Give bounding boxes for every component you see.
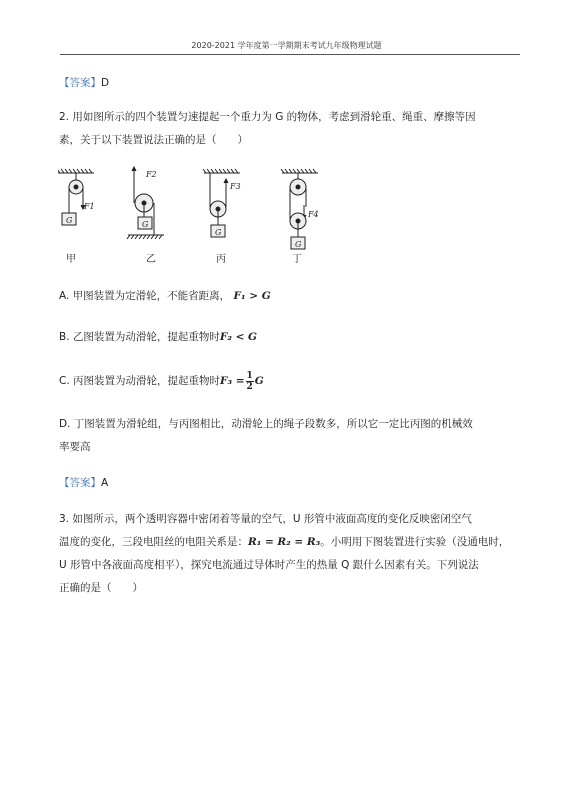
- option-b-equation: F₂ < G: [219, 331, 258, 343]
- option-c-text: C. 丙图装置为动滑轮，提起重物时: [59, 375, 221, 387]
- answer-value: D: [101, 77, 110, 89]
- q3-line4: 正确的是（ ）: [59, 582, 143, 594]
- q3-line1: 3. 如图所示，两个透明容器中密闭着等量的空气，U 形管中液面高度的变化反映密闭空气: [59, 513, 472, 525]
- option-c-eq-left: F₃ =: [220, 375, 245, 387]
- answer-tag: 【答案】: [59, 477, 101, 489]
- force-label-f1: F1: [84, 202, 95, 211]
- figure-label-jia: 甲: [66, 254, 76, 265]
- force-label-f3: F3: [230, 182, 241, 191]
- figure-label-ding: 丁: [292, 254, 302, 265]
- weight-label-bing: G: [215, 228, 222, 237]
- page-header: 2020-2021 学年度第一学期期末考试九年级物理试题: [191, 41, 382, 50]
- q2-option-a: [59, 285, 271, 308]
- pulley-jia: [58, 169, 94, 225]
- option-d-line2: 率要高: [59, 441, 91, 453]
- option-c-eq-right: G: [254, 375, 264, 387]
- weight-label-ding: G: [295, 240, 302, 249]
- q2-option-d: [59, 413, 473, 459]
- force-label-f4: F4: [308, 210, 319, 219]
- q3-resistance-equation: R₁ = R₂ = R₃: [248, 536, 321, 548]
- fraction-numerator: 1: [246, 370, 253, 381]
- option-c-fraction: [246, 371, 254, 392]
- option-d-line1: D. 丁图装置为滑轮组，与丙图相比，动滑轮上的绳子段数多，所以它一定比丙图的机械效: [59, 418, 473, 430]
- figure-label-bing: 丙: [216, 254, 226, 265]
- force-label-f2: F2: [146, 170, 157, 179]
- q2-option-b: [59, 326, 257, 349]
- answer-tag: 【答案】: [59, 77, 101, 89]
- q3-line2-pre: 温度的变化，三段电阻丝的电阻关系是：: [59, 536, 248, 548]
- option-b-text: B. 乙图装置为动滑轮，提起重物时: [59, 331, 220, 343]
- option-a-equation: F₁ > G: [233, 290, 271, 302]
- header-rule: [60, 54, 520, 55]
- q3-line2-post: 。小明用下图装置进行实验（没通电时，: [320, 536, 510, 548]
- q2-answer: [59, 472, 108, 495]
- pulley-ding: [281, 169, 318, 249]
- q1-answer: [59, 72, 109, 95]
- figure-label-yi: 乙: [146, 254, 156, 265]
- q3-stem: [59, 508, 509, 600]
- q2-stem-line2: 素，关于以下装置说法正确的是（ ）: [59, 134, 248, 146]
- fraction-denominator: 2: [246, 381, 253, 392]
- q3-line2: [59, 531, 509, 554]
- pulley-bing: [203, 169, 240, 237]
- answer-value: A: [101, 477, 109, 489]
- weight-label-yi: G: [142, 220, 149, 229]
- q3-line3: U 形管中各液面高度相平），探究电流通过导体时产生的热量 Q 跟什么因素有关。下列说法: [59, 559, 479, 571]
- q2-option-c: [59, 370, 264, 393]
- option-a-text: A. 甲图装置为定滑轮，不能省距离，: [59, 290, 231, 302]
- q2-stem: [59, 106, 476, 152]
- q2-stem-line1: 2. 用如图所示的四个装置匀速提起一个重力为 G 的物体，考虑到滑轮重、绳重、摩擦等因: [59, 111, 476, 123]
- weight-label-jia: G: [66, 216, 73, 225]
